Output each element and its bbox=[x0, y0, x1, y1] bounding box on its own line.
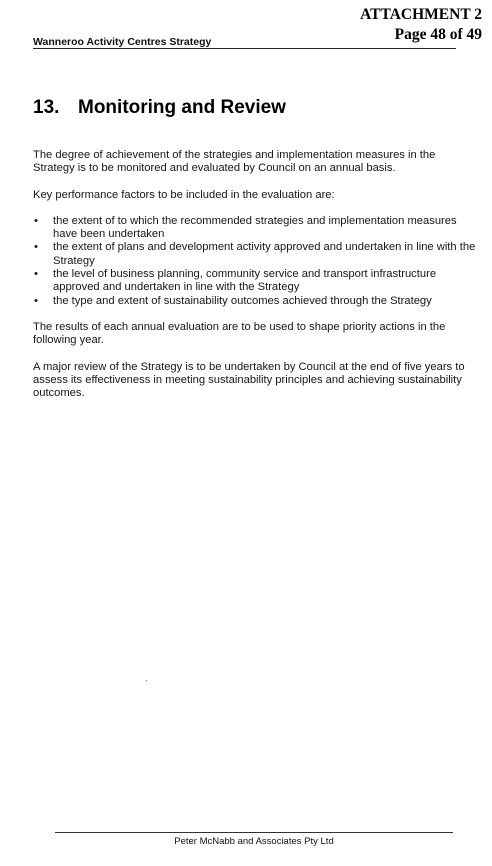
list-item bbox=[33, 241, 479, 268]
bullet-icon: • bbox=[34, 268, 38, 281]
performance-factors-list bbox=[33, 215, 479, 308]
footer-text: Peter McNabb and Associates Pty Ltd bbox=[174, 836, 334, 847]
list-item bbox=[33, 215, 479, 242]
bullet-icon: • bbox=[34, 241, 38, 254]
list-item-text: the level of business planning, community service and transport infrastructure approved and undertaken in line with the Strategy bbox=[53, 268, 437, 294]
list-item-text: the extent of to which the recommended strategies and implementation measures have been undertaken bbox=[53, 214, 457, 241]
page-number-label: Page 48 of 49 bbox=[394, 26, 482, 43]
attachment-label: ATTACHMENT 2 bbox=[360, 6, 482, 23]
bullet-icon: • bbox=[34, 214, 38, 227]
major-review-paragraph: A major review of the Strategy is to be undertaken by Council at the end of five years to assess its effectiveness in meeting sustainability principles and achieving sustainability outcomes. bbox=[33, 360, 465, 400]
bullet-icon: • bbox=[34, 294, 38, 307]
list-item-text: the extent of plans and development activity approved and undertaken in line with the Strategy bbox=[53, 241, 476, 267]
footer-divider bbox=[55, 832, 453, 833]
factors-lead-paragraph: Key performance factors to be included in the evaluation are: bbox=[33, 188, 335, 201]
running-header: Wanneroo Activity Centres Strategy bbox=[33, 36, 212, 48]
annual-results-paragraph: The results of each annual evaluation are to be used to shape priority actions in the following year. bbox=[33, 320, 446, 347]
section-title: Monitoring and Review bbox=[78, 97, 286, 118]
section-number: 13. bbox=[33, 97, 60, 118]
intro-paragraph: The degree of achievement of the strategies and implementation measures in the Strategy is to be monitored and evaluated by Council on an annual basis. bbox=[33, 149, 436, 175]
scan-speck bbox=[146, 680, 147, 681]
list-item bbox=[33, 268, 479, 295]
attachment-stamp bbox=[360, 5, 482, 45]
header-divider bbox=[33, 48, 456, 49]
section-heading bbox=[33, 97, 286, 119]
list-item bbox=[33, 295, 479, 308]
list-item-text: the type and extent of sustainability outcomes achieved through the Strategy bbox=[53, 294, 432, 307]
section-body bbox=[33, 149, 479, 413]
